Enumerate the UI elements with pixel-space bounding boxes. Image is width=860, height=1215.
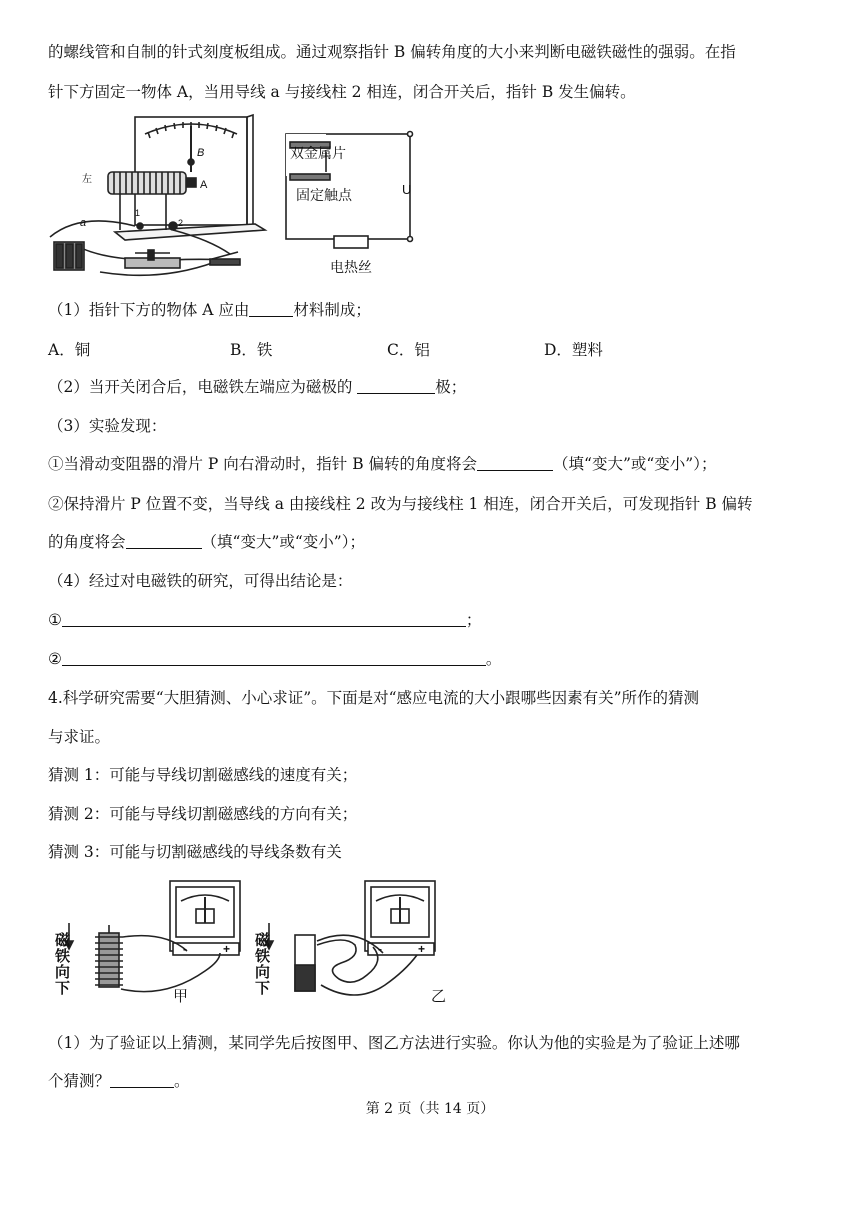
- question-1: （1）指针下方的物体 A 应由 材料制成；: [48, 301, 371, 319]
- question-3b: ②保持滑片 P 位置不变，当导线 a 由接线柱 2 改为与接线柱 1 相连，闭合开关后，可发现指针 B 偏转: [48, 495, 753, 513]
- magnet-label-left-4: 下: [55, 980, 71, 997]
- object-label: A: [200, 179, 208, 191]
- meter-right-plus: +: [418, 942, 426, 956]
- option-c[interactable]: C．铝: [387, 341, 430, 359]
- heater-label: 电热丝: [330, 259, 372, 275]
- terminal-2-label: 2: [178, 218, 184, 228]
- problem-4-line-2: 与求证。: [48, 728, 111, 746]
- guess-3: 猜测 3：可能与切割磁感线的导线条数有关: [48, 843, 342, 861]
- conclusion-1-blank[interactable]: [62, 610, 466, 627]
- meter-right-minus: -: [378, 942, 382, 956]
- guess-1: 猜测 1：可能与导线切割磁感线的速度有关；: [48, 766, 358, 784]
- magnet-label-left-2: 铁: [55, 948, 71, 965]
- induction-figure: [55, 875, 465, 1015]
- conclusion-1: ① ；: [48, 611, 482, 629]
- question-3a: ①当滑动变阻器的滑片 P 向右滑动时，指针 B 偏转的角度将会 （填“变大”或“变小”）；: [48, 455, 717, 473]
- pointer-label: B: [197, 147, 205, 159]
- magnet-label-right-2: 铁: [255, 948, 271, 965]
- wire-label: a: [80, 217, 87, 229]
- conclusion-2: ② 。: [48, 650, 502, 668]
- option-b[interactable]: B．铁: [230, 341, 273, 359]
- question-2: （2）当开关闭合后，电磁铁左端应为磁极的 极；: [48, 378, 467, 396]
- sub-question-1-line-2: 个猜测？ 。: [48, 1072, 190, 1090]
- electromagnet-figure: [40, 112, 430, 292]
- conclusion-2-blank[interactable]: [62, 649, 486, 666]
- question-3c: 的角度将会 （填“变大”或“变小”）；: [48, 533, 365, 551]
- magnet-label-right-1: 磁: [255, 932, 271, 949]
- left-label: 左: [82, 174, 92, 185]
- question-4: （4）经过对电磁铁的研究，可得出结论是：: [48, 572, 353, 590]
- question-3: （3）实验发现：: [48, 417, 167, 435]
- problem-4-line-1: 4.科学研究需要“大胆猜测、小心求证”。下面是对“感应电流的大小跟哪些因素有关”所作的猜测: [48, 689, 699, 707]
- answer-blank-s1[interactable]: [110, 1071, 174, 1088]
- answer-blank-q3a[interactable]: [477, 454, 553, 471]
- bimetal-label: 双金属片: [290, 145, 346, 161]
- caption-jia: 甲: [173, 988, 189, 1005]
- para-line-2: 针下方固定一物体 A，当用导线 a 与接线柱 2 相连，闭合开关后，指针 B 发生偏转。: [48, 83, 636, 101]
- page-footer: 第 2 页（共 14 页）: [365, 1101, 495, 1117]
- option-a[interactable]: A．铜: [48, 341, 91, 359]
- para-line-1: 的螺线管和自制的针式刻度板组成。通过观察指针 B 偏转角度的大小来判断电磁铁磁性的强弱。在指: [48, 43, 736, 61]
- answer-blank-q1[interactable]: [249, 300, 293, 317]
- answer-blank-q3c[interactable]: [126, 532, 202, 549]
- magnet-label-left-1: 磁: [55, 932, 71, 949]
- guess-2: 猜测 2：可能与导线切割磁感线的方向有关；: [48, 805, 358, 823]
- magnet-label-right-4: 下: [255, 980, 271, 997]
- voltage-label: U: [402, 182, 412, 197]
- magnet-label-right-3: 向: [255, 964, 271, 981]
- contact-label: 固定触点: [296, 187, 352, 203]
- option-d[interactable]: D．塑料: [544, 341, 603, 359]
- magnet-label-left-3: 向: [55, 964, 71, 981]
- answer-blank-q2[interactable]: [357, 377, 435, 394]
- meter-left-plus: +: [223, 942, 231, 956]
- terminal-1-label: 1: [135, 208, 141, 218]
- sub-question-1-line-1: （1）为了验证以上猜测，某同学先后按图甲、图乙方法进行实验。你认为他的实验是为了验证上述哪: [48, 1034, 740, 1052]
- meter-left-minus: -: [183, 942, 187, 956]
- caption-yi: 乙: [431, 988, 447, 1005]
